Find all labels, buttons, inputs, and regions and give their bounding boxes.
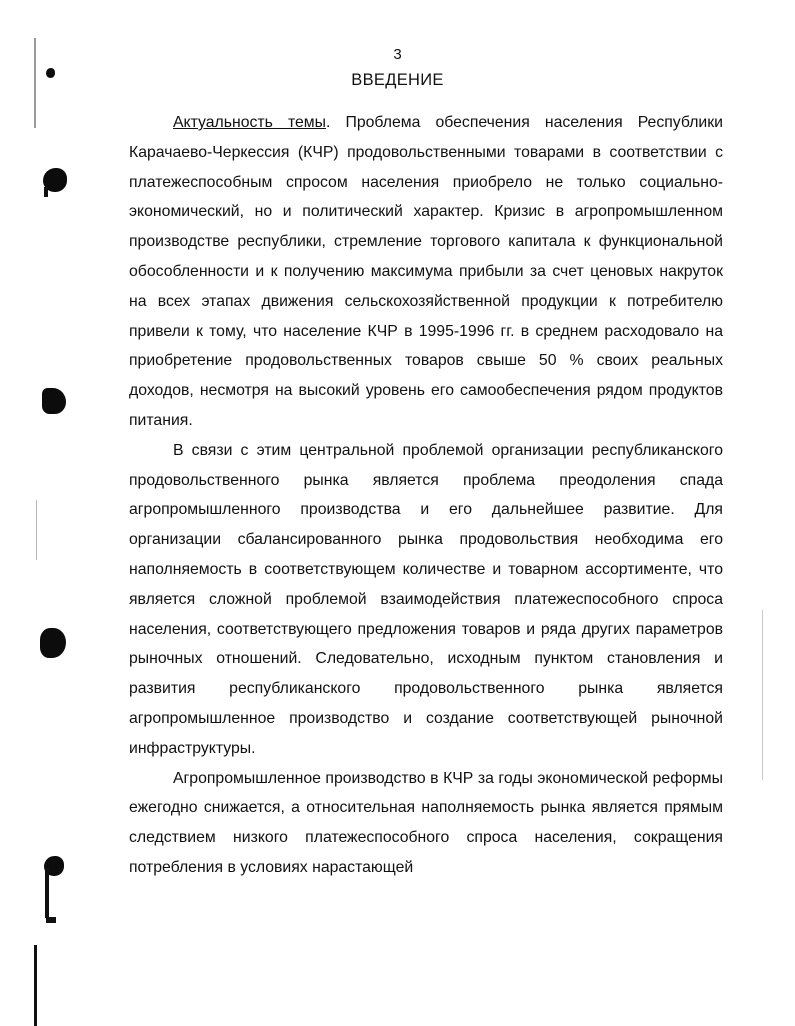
punch-hole-mark [42,388,66,414]
topic-relevance-heading: Актуальность темы [173,114,327,131]
paragraph-1-text: . Проблема обеспечения населения Республики Карачаево-Черкессия (КЧР) продовольственными товарами в соответствии с платежеспособным спросом населения приобрело не только социально-экономический, но и политический характер. Кризис в агропромышленном производстве республики, стремление торгового капитала к функциональной обособленности и к получению максимума прибыли за счет ценовых накруток на всех этапах движения сельскохозяйственной продукции к потребителю привели к тому, что население КЧР в 1995-1996 гг. в среднем расходовало на приобретение продовольственных товаров свыше 50 % своих реальных доходов, несмотря на высокий уровень его самообеспечения рядом продуктов питания. [129,114,723,429]
punch-hole-mark [45,868,49,918]
paragraph-2: В связи с этим центральной проблемой организации республиканского продовольственного рынка является проблема преодоления спада агропромышленного производства и его дальнейшее развитие. Для организации сбалансированного рынка продовольствия необходима его наполняемость в соответствующем количестве и товарном ассортименте, что является сложной проблемой взаимодействия платежеспособного спроса населения, соответствующего предложения товаров и ряда других параметров рыночных отношений. Следовательно, исходным пунктом становления и развития республиканского продовольственного рынка является агропромышленное производство и создание соответствующей рыночной инфраструктуры. [129,441,723,757]
scan-edge-line-right [762,610,763,780]
paragraph-3: Агропромышленное производство в КЧР за годы экономической реформы ежегодно снижается, а относительная наполняемость рынка является прямым следствием низкого платежеспособного спроса населения, сокращения потребления в условиях нарастающей [129,769,723,876]
page-title: ВВЕДЕНИЕ [351,71,444,89]
paragraph-1 [129,108,723,436]
scan-edge-line-bottom [34,945,37,1026]
body-text [129,108,723,883]
punch-hole-mark [40,628,66,658]
punch-hole-mark [46,917,56,923]
page-number: 3 [393,46,402,63]
scan-edge-line-mid [36,500,37,560]
punch-hole-mark [44,187,48,197]
